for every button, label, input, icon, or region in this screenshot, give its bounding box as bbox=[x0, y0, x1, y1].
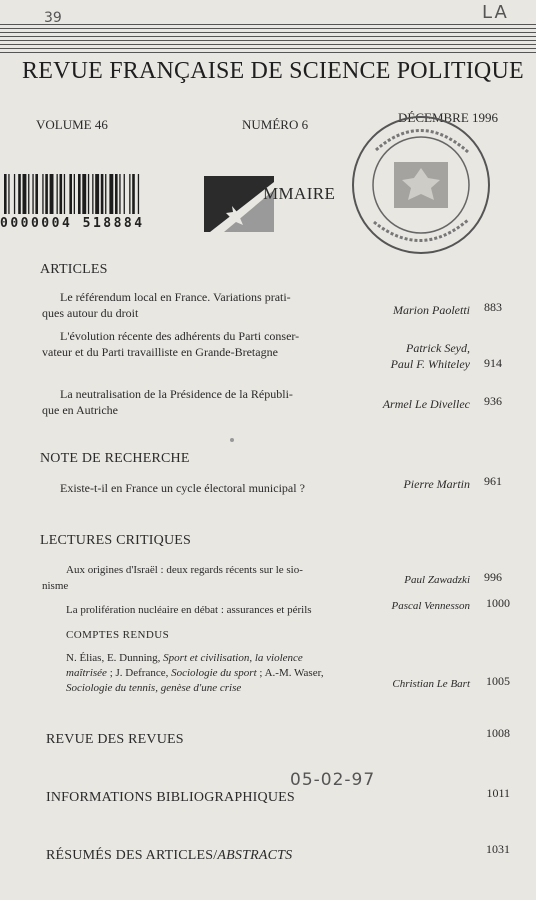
toc-entry-title: La prolifération nucléaire en débat : assurances et périls bbox=[66, 604, 312, 616]
handwritten-page-mark: 39 bbox=[44, 10, 62, 26]
toc-entry-page: 1000 bbox=[486, 596, 510, 610]
toc-entry-page: 996 bbox=[484, 570, 502, 584]
section-heading-articles: ARTICLES bbox=[40, 262, 108, 277]
toc-entry-author: Pierre Martin bbox=[403, 477, 470, 491]
toc-entry-page: 914 bbox=[484, 356, 502, 370]
comptes-rendus-entry: N. Élias, E. Dunning, Sport et civilisation, la violence maîtrisée ; J. Defrance, Sociologie du sport ; A.-M. Waser, Sociologie du tennis, genèse d'une crise bbox=[66, 652, 324, 694]
toc-entry-author: Paul Zawadzki bbox=[404, 574, 470, 586]
toc-entry-title: Existe-t-il en France un cycle électoral municipal ? bbox=[60, 481, 305, 495]
toc-entry-page: 883 bbox=[484, 300, 502, 314]
barcode-digits: 0000004 518884 bbox=[0, 216, 145, 231]
toc-entry-page: 1005 bbox=[486, 674, 510, 688]
toc-entry-author: Armel Le Divellec bbox=[382, 397, 470, 411]
toc-entry-author: Marion Paoletti bbox=[393, 303, 470, 317]
toc-entry-title: Aux origines d'Israël : deux regards récents sur le sio- nisme bbox=[42, 564, 303, 592]
toc-entry-title: L'évolution récente des adhérents du Parti conser- vateur et du Parti travailliste en Grande-Bretagne bbox=[42, 329, 300, 359]
sommaire-heading: MMAIRE bbox=[263, 184, 336, 203]
toc-entry-author: Patrick Seyd, Paul F. Whiteley bbox=[390, 341, 470, 371]
toc-entry-author: Pascal Vennesson bbox=[391, 600, 470, 612]
toc-entry-page: 1031 bbox=[486, 842, 510, 856]
toc-entry-page: 936 bbox=[484, 394, 502, 408]
section-heading-revue: REVUE DES REVUES bbox=[46, 732, 184, 747]
section-heading-informations: INFORMATIONS BIBLIOGRAPHIQUES bbox=[46, 790, 295, 805]
toc-entry-title: La neutralisation de la Présidence de la Républi- que en Autriche bbox=[42, 387, 293, 417]
issue-number: NUMÉRO 6 bbox=[242, 117, 309, 132]
library-stamp-icon bbox=[346, 110, 499, 260]
section-heading-note: NOTE DE RECHERCHE bbox=[40, 451, 190, 466]
handwritten-date: 05-02-97 bbox=[290, 770, 376, 790]
ink-spot bbox=[230, 438, 234, 442]
toc-entry-author: Christian Le Bart bbox=[392, 678, 470, 690]
issue-date: DÉCEMBRE 1996 bbox=[398, 110, 499, 125]
section-heading-resumes: RÉSUMÉS DES ARTICLES/ABSTRACTS bbox=[46, 848, 293, 863]
handwritten-corner-mark: LA bbox=[482, 2, 509, 23]
toc-entry-page: 1008 bbox=[486, 726, 510, 740]
comptes-rendus-heading: COMPTES RENDUS bbox=[66, 629, 170, 641]
section-heading-lectures: LECTURES CRITIQUES bbox=[40, 533, 191, 548]
toc-entry-title: Le référendum local en France. Variations prati- ques autour du droit bbox=[42, 290, 291, 320]
journal-title: REVUE FRANÇAISE DE SCIENCE POLITIQUE bbox=[22, 58, 524, 84]
toc-entry-page: 961 bbox=[484, 474, 502, 488]
toc-entry-page: 1011 bbox=[486, 786, 510, 800]
volume-label: VOLUME 46 bbox=[36, 117, 108, 132]
